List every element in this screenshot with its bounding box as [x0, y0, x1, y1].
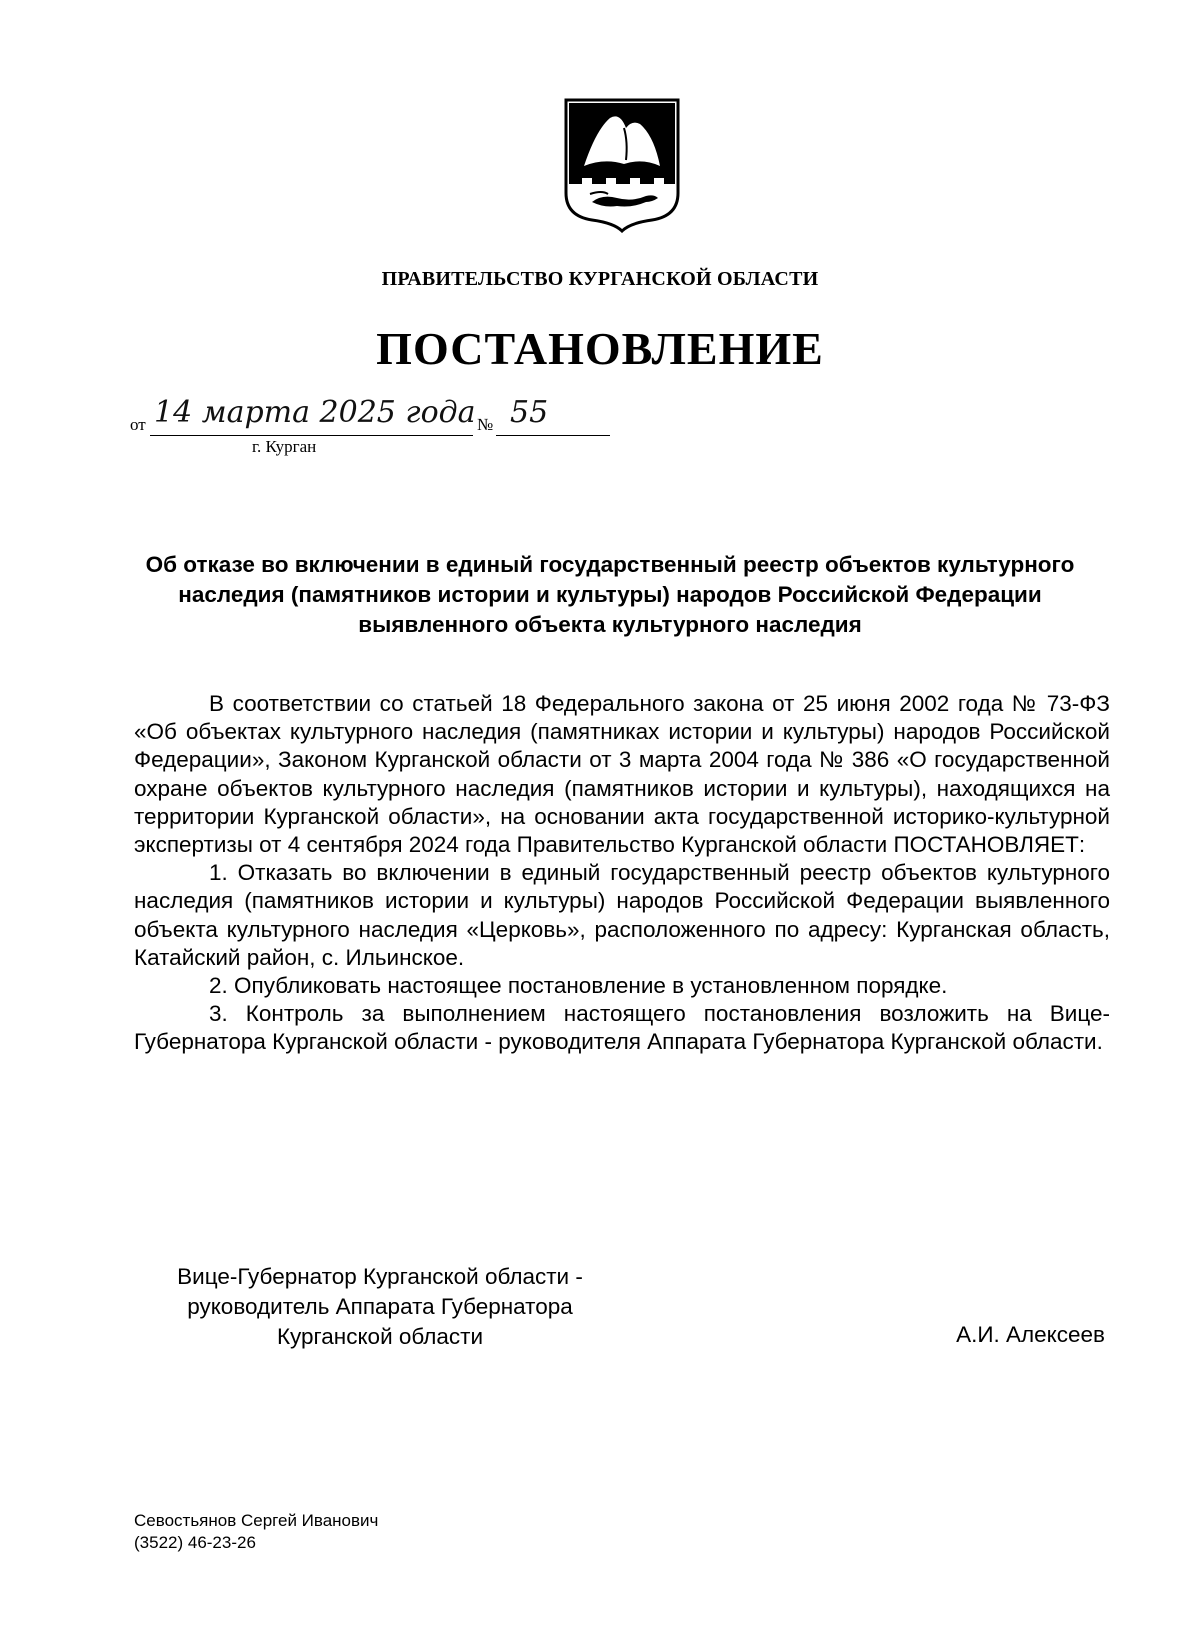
item-3-paragraph: 3. Контроль за выполнением настоящего постановления возложить на Вице-Губернатора Курганской области - руководителя Аппарата Губернатора Курганской области.	[134, 1001, 1110, 1055]
city-label: г. Курган	[252, 437, 317, 456]
handwritten-date: 14 марта 2025 года	[154, 395, 476, 430]
government-name: ПРАВИТЕЛЬСТВО КУРГАНСКОЙ ОБЛАСТИ	[381, 268, 819, 290]
contact-block	[134, 1510, 378, 1554]
from-label: от	[130, 415, 146, 434]
number-underline	[496, 435, 610, 436]
signer-position-line-2: руководитель Аппарата Губернатора	[187, 1294, 573, 1319]
handwritten-number: 55	[510, 395, 549, 430]
dateline	[130, 395, 650, 465]
contact-phone: (3522) 46-23-26	[134, 1533, 256, 1552]
preamble-paragraph: В соответствии со статьей 18 Федерального закона от 25 июня 2002 года № 73-ФЗ «Об объектах культурного наследия (памятниках истории и культуры) народов Российской Федерации», Законом Курганской области от 3 марта 2004 года № 386 «О государственной охране объектов культурного наследия (памятников истории и культуры), находящихся на территории Курганской области», на основании акта государственной историко-культурной экспертизы от 4 сентября 2024 года Правительство Курганской области ПОСТАНОВЛЯЕТ:	[134, 691, 1110, 858]
signer-position	[130, 1262, 630, 1352]
item-2-paragraph: 2. Опубликовать настоящее постановление в установленном порядке.	[209, 973, 948, 999]
document-title: Об отказе во включении в единый государственный реестр объектов культурного наследия (памятников истории и культуры) народов Российской Федерации выявленного объекта культурного наследия	[145, 552, 1075, 637]
signer-name: А.И. Алексеев	[956, 1322, 1105, 1347]
document-body	[134, 690, 1110, 1057]
date-underline	[150, 435, 473, 436]
signer-position-line-3: Курганской области	[276, 1324, 484, 1349]
document-type-heading: ПОСТАНОВЛЕНИЕ	[376, 323, 824, 374]
coat-of-arms-emblem	[562, 98, 682, 233]
item-1-paragraph: 1. Отказать во включении в единый государственный реестр объектов культурного наследия (памятников истории и культуры) народов Российской Федерации выявленного объекта культурного наследия «Церковь», расположенного по адресу: Курганская область, Катайский район, с. Ильинское.	[134, 860, 1110, 970]
signer-position-line-1: Вице-Губернатор Курганской области -	[177, 1264, 583, 1289]
number-label: №	[477, 415, 494, 434]
contact-name: Севостьянов Сергей Иванович	[134, 1511, 379, 1530]
